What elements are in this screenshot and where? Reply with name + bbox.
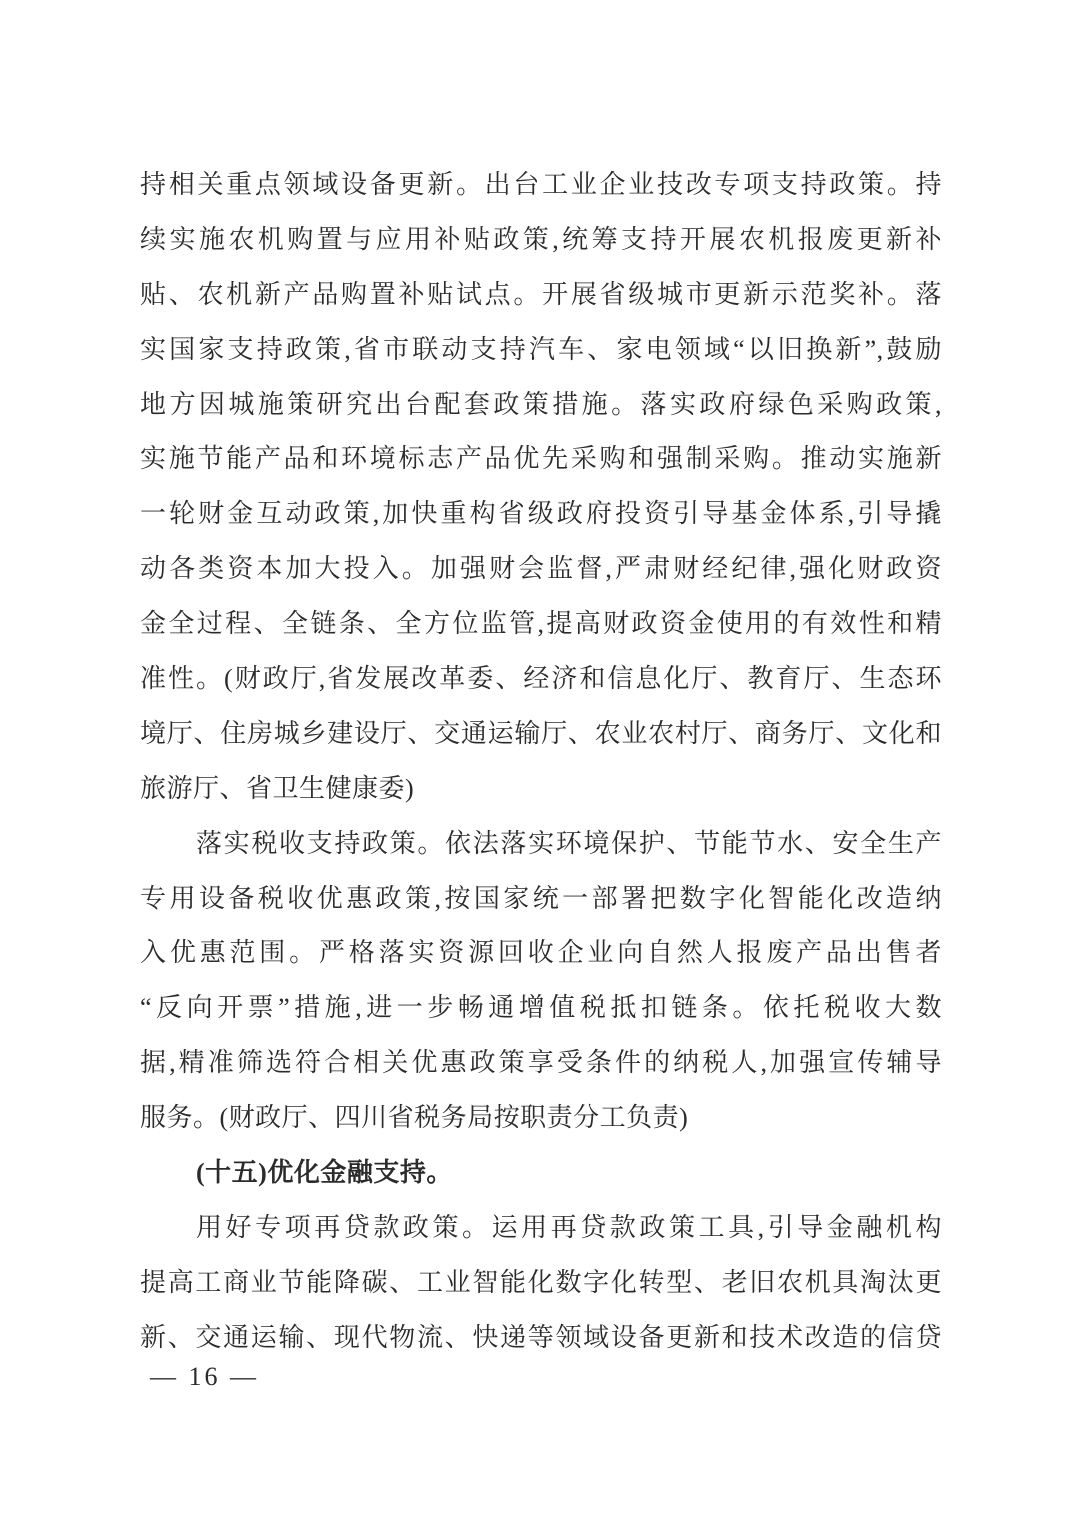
body-line: 旅游厅、省卫生健康委) [140,773,415,803]
body-line: 境厅、住房城乡建设厅、交通运输厅、农业农村厅、商务厅、文化和 [140,718,942,748]
body-line: 准性。(财政厅,省发展改革委、经济和信息化厅、教育厅、生态环 [140,664,942,694]
section-heading: (十五)优化金融支持。 [196,1158,453,1188]
body-line: 新、交通运输、现代物流、快递等领域设备更新和技术改造的信贷 [140,1322,942,1352]
body-line: 实国家支持政策,省市联动支持汽车、家电领域“以旧换新”,鼓励 [140,334,942,364]
body-line: 据,精准筛选符合相关优惠政策享受条件的纳税人,加强宣传辅导 [140,1048,942,1078]
body-line: 地方因城施策研究出台配套政策措施。落实政府绿色采购政策, [140,389,942,419]
page-number: — 16 — [150,1362,259,1391]
body-line: 持相关重点领域设备更新。出台工业企业技改专项支持政策。持 [140,170,942,199]
body-line: 实施节能产品和环境标志产品优先采购和强制采购。推动实施新 [140,444,942,474]
body-line: 金全过程、全链条、全方位监管,提高财政资金使用的有效性和精 [140,609,942,639]
body-line: 续实施农机购置与应用补贴政策,统筹支持开展农机报废更新补 [140,224,942,254]
body-line: 动各类资本加大投入。加强财会监督,严肃财经纪律,强化财政资 [140,554,942,584]
body-line: 用好专项再贷款政策。运用再贷款政策工具,引导金融机构 [196,1212,942,1242]
body-line: 提高工商业节能降碳、工业智能化数字化转型、老旧农机具淘汰更 [140,1267,942,1297]
body-line: 一轮财金互动政策,加快重构省级政府投资引导基金体系,引导撬 [140,499,942,529]
body-line: 服务。(财政厅、四川省税务局按职责分工负责) [140,1103,689,1133]
body-line: 落实税收支持政策。依法落实环境保护、节能节水、安全生产 [196,828,942,858]
body-line: 专用设备税收优惠政策,按国家统一部署把数字化智能化改造纳 [140,883,942,913]
body-line: “反向开票”措施,进一步畅通增值税抵扣链条。依托税收大数 [140,993,942,1023]
body-line: 入优惠范围。严格落实资源回收企业向自然人报废产品出售者 [140,938,942,968]
body-line: 贴、农机新产品购置补贴试点。开展省级城市更新示范奖补。落 [140,279,942,309]
document-body [140,158,942,1366]
